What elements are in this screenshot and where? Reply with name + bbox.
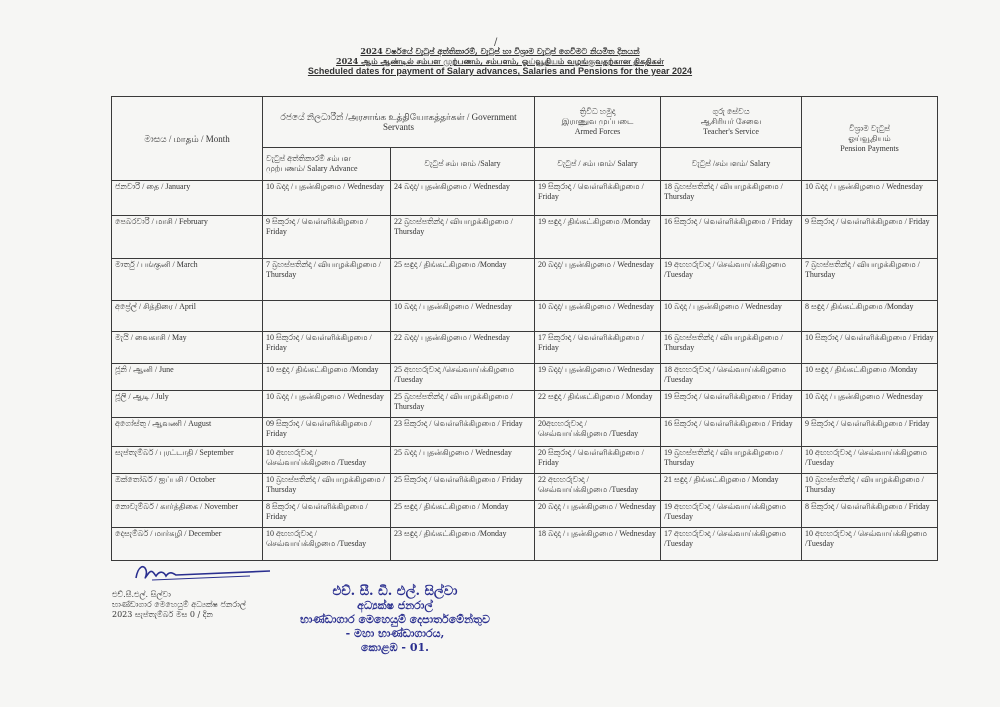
pension-date-cell: 10 බදාදා / புதன்கிழமை / Wednesday — [802, 181, 938, 216]
month-cell: නොවැම්බර් / கார்த்திகை / November — [112, 501, 263, 528]
teacher-date-cell: 19 සිකුරාදා / வெள்ளிக்கிழமை / Friday — [661, 391, 802, 418]
armed-date-cell: 20 බදාදා / புதன்கிழமை / Wednesday — [535, 501, 661, 528]
armed-date-cell: 20 සිකුරාදා / வெள்ளிக்கிழமை / Friday — [535, 447, 661, 474]
signature-date: 2023 සැප්තැම්බර් මස 0 / දින — [112, 610, 213, 619]
advance-date-cell — [263, 301, 391, 332]
armed-date-cell: 10 බදාදා/ புதன்கிழமை / Wednesday — [535, 301, 661, 332]
teacher-date-cell: 19 බ්‍රහස්පතින්දා / வியாழக்கிழமை / Thursday — [661, 447, 802, 474]
stamp-line-2: අධ්‍යක්ෂ ජනරාල් — [357, 599, 433, 612]
teacher-date-cell: 16 සිකුරාදා / வெள்ளிக்கிழமை / Friday — [661, 418, 802, 447]
pension-date-cell: 10 සිකුරාදා / வெள்ளிக்கிழமை / Friday — [802, 332, 938, 364]
pension-date-cell: 8 සිකුරාදා / வெள்ளிக்கிழமை / Friday — [802, 501, 938, 528]
stamp-line-5: කොළඹ - 01. — [361, 641, 429, 654]
header-government-servants: රජයේ නිලධාරීන් /அரசாங்க உத்தியோகத்தர்கள் / Government Servants — [263, 97, 535, 148]
table-row — [112, 474, 938, 501]
advance-date-cell: 9 සිකුරාදා / வெள்ளிக்கிழமை / Friday — [263, 216, 391, 259]
advance-date-cell: 10 බ්‍රහස්පතින්දා / வியாழக்கிழமை / Thursday — [263, 474, 391, 501]
header-armed-salary: වැටුප් / சம்பளம்/ Salary — [535, 148, 661, 181]
armed-date-cell: 19 සිකුරාදා / வெள்ளிக்கிழமை / Friday — [535, 181, 661, 216]
salary-date-cell: 25 බදාදා / புதன்கிழமை / Wednesday — [391, 447, 535, 474]
pension-date-cell: 10 සඳුදා / திங்கட்கிழமை /Monday — [802, 364, 938, 391]
month-cell: පෙබරවාරි / மாசி / February — [112, 216, 263, 259]
header-teacher-salary: වැටුප් /சம்பளம்/ Salary — [661, 148, 802, 181]
table-row — [112, 501, 938, 528]
table-row — [112, 528, 938, 561]
stamp-line-3: භාණ්ඩාගාර මෙහෙයුම් දෙපාර්තමේන්තුව — [300, 613, 490, 626]
salary-date-cell: 24 බදාදා/ புதன்கிழமை / Wednesday — [391, 181, 535, 216]
pension-date-cell: 7 බ්‍රහස්පතින්දා / வியாழக்கிழமை / Thursday — [802, 259, 938, 301]
month-cell: මාර්තු / பங்குனி / March — [112, 259, 263, 301]
pension-date-cell: 10 බ්‍රහස්පතින්දා / வியாழக்கிழமை / Thursday — [802, 474, 938, 501]
salary-date-cell: 25 බ්‍රහස්පතින්දා / வியாழக்கிழமை / Thursday — [391, 391, 535, 418]
teacher-date-cell: 19 අඟහරුවාදා / செவ்வாய்க்கிழமை /Tuesday — [661, 259, 802, 301]
month-cell: ජූලි / ஆடி / July — [112, 391, 263, 418]
armed-date-cell: 19 බදාදා/ புதன்கிழமை / Wednesday — [535, 364, 661, 391]
month-cell: මැයි / வைகாசி / May — [112, 332, 263, 364]
table-row — [112, 418, 938, 447]
month-cell: ඔක්තෝබර් / ஐப்பசி / October — [112, 474, 263, 501]
advance-date-cell: 10 අඟහරුවාදා / செவ்வாய்க்கிழமை /Tuesday — [263, 447, 391, 474]
teacher-date-cell: 18 බ්‍රහස්පතින්දා / வியாழக்கிழமை / Thursday — [661, 181, 802, 216]
schedule-rows — [112, 181, 938, 561]
salary-date-cell: 22 බදාදා/ புதன்கிழமை / Wednesday — [391, 332, 535, 364]
pension-date-cell: 10 බදාදා / புதன்கிழமை / Wednesday — [802, 391, 938, 418]
salary-date-cell: 25 සඳුදා / திங்கட்கிழமை /Monday — [391, 259, 535, 301]
table-row — [112, 364, 938, 391]
armed-date-cell: 22 අඟහරුවාදා / செவ்வாய்க்கிழமை /Tuesday — [535, 474, 661, 501]
salary-date-cell: 25 අඟහරුවාදා /செவ்வாய்க்கிழமை /Tuesday — [391, 364, 535, 391]
official-stamp — [260, 585, 530, 655]
top-mark: / — [494, 37, 498, 48]
teacher-date-cell: 17 අඟහරුවාදා / செவ்வாய்க்கிழமை /Tuesday — [661, 528, 802, 561]
month-cell: දෙසැම්බර් / மார்கழி / December — [112, 528, 263, 561]
header-month: මාසය / மாதம் / Month — [112, 97, 263, 181]
header-armed-forces: ත්‍රිවිධ හමුදා இராணுவ முப்படை Armed Forces — [535, 97, 661, 148]
teacher-date-cell: 16 සිකුරාදා / வெள்ளிக்கிழமை / Friday — [661, 216, 802, 259]
month-cell: ජූනි / ஆனி / June — [112, 364, 263, 391]
advance-date-cell: 09 සිකුරාදා / வெள்ளிக்கிழமை / Friday — [263, 418, 391, 447]
advance-date-cell: 10 බදාදා / புதன்கிழமை / Wednesday — [263, 181, 391, 216]
armed-date-cell: 19 සඳුදා / திங்கட்கிழமை /Monday — [535, 216, 661, 259]
pension-date-cell: 9 සිකුරාදා / வெள்ளிக்கிழமை / Friday — [802, 418, 938, 447]
advance-date-cell: 10 සඳුදා / திங்கட்கிழமை /Monday — [263, 364, 391, 391]
salary-date-cell: 25 සිකුරාදා / வெள்ளிக்கிழமை / Friday — [391, 474, 535, 501]
title-tamil: 2024 ஆம் ஆண்டில் சம்பள முற்பணம், சம்பளம், ஓய்வூதியம் வழங்குவதற்கான திகதிகள் — [336, 56, 664, 66]
signatory-title: භාණ්ඩාගාර මෙහෙයුම් අධ්‍යක්ෂ ජනරාල් — [112, 600, 246, 609]
header-pension-payments: විශ්‍රාම වැටුප් ஓய்வூதியம் Pension Payments — [802, 97, 938, 181]
salary-date-cell: 23 සඳුදා / திங்கட்கிழமை /Monday — [391, 528, 535, 561]
stamp-line-1: එච්. සී. ඩී. එල්. සිල්වා — [332, 584, 458, 599]
pension-date-cell: 9 සිකුරාදා / வெள்ளிக்கிழமை / Friday — [802, 216, 938, 259]
pension-date-cell: 10 අඟහරුවාදා / செவ்வாய்க்கிழமை /Tuesday — [802, 528, 938, 561]
advance-date-cell: 7 බ්‍රහස්පතින්දා / வியாழக்கிழமை / Thursday — [263, 259, 391, 301]
table-row — [112, 447, 938, 474]
month-cell: අප්‍රේල් / சித்திரை / April — [112, 301, 263, 332]
month-cell: අගෝස්තු / ஆவணி / August — [112, 418, 263, 447]
header-salary-advance: වැටුප් අත්තිකාරම් சம்பள முற்பணம்/ Salary Advance — [263, 148, 391, 181]
teacher-date-cell: 16 බ්‍රහස්පතින්දා / வியாழக்கிழமை / Thursday — [661, 332, 802, 364]
table-row — [112, 391, 938, 418]
teacher-date-cell: 10 බදාදා / புதன்கிழமை / Wednesday — [661, 301, 802, 332]
armed-date-cell: 20 බදාදා/ புதன்கிழமை / Wednesday — [535, 259, 661, 301]
table-row — [112, 181, 938, 216]
salary-date-cell: 23 සිකුරාදා / வெள்ளிக்கிழமை / Friday — [391, 418, 535, 447]
header-salary: වැටුප් சம்பளம் /Salary — [391, 148, 535, 181]
advance-date-cell: 10 සිකුරාදා / வெள்ளிக்கிழமை / Friday — [263, 332, 391, 364]
title-sinhala: 2024 වර්ෂයේ වැටුප් අත්තිකාරම්, වැටුප් හා විශ්‍රාම වැටුප් ගෙවීමට නියමිත දිනයන් — [360, 46, 640, 56]
armed-date-cell: 20අඟහරුවාදා / செவ்வாய்க்கிழமை /Tuesday — [535, 418, 661, 447]
payment-schedule-table — [111, 96, 938, 561]
salary-date-cell: 10 බදාදා / புதன்கிழமை / Wednesday — [391, 301, 535, 332]
teacher-date-cell: 18 අඟහරුවාදා / செவ்வாய்க்கிழமை /Tuesday — [661, 364, 802, 391]
advance-date-cell: 10 අඟහරුවාදා / செவ்வாய்க்கிழமை /Tuesday — [263, 528, 391, 561]
document-titles — [0, 46, 1000, 76]
table-row — [112, 216, 938, 259]
signatory-name: එච්.සී.එල්. සිල්වා — [112, 590, 171, 599]
salary-date-cell: 25 සඳුදා / திங்கட்கிழமை / Monday — [391, 501, 535, 528]
signature-scribble-icon — [130, 560, 280, 588]
month-cell: ජනවාරි / தை / January — [112, 181, 263, 216]
header-teachers-service: ගුරු සේවය ஆசிரியர் சேவை Teacher's Service — [661, 97, 802, 148]
stamp-line-4: - මහා භාණ්ඩාගාරය, — [345, 627, 445, 640]
table-row — [112, 259, 938, 301]
salary-date-cell: 22 බ්‍රහස්පතින්දා / வியாழக்கிழமை / Thursday — [391, 216, 535, 259]
table-row — [112, 332, 938, 364]
armed-date-cell: 17 සිකුරාදා / வெள்ளிக்கிழமை / Friday — [535, 332, 661, 364]
pension-date-cell: 8 සඳුදා / திங்கட்கிழமை /Monday — [802, 301, 938, 332]
table-row — [112, 301, 938, 332]
teacher-date-cell: 21 සඳුදා / திங்கட்கிழமை / Monday — [661, 474, 802, 501]
teacher-date-cell: 19 අඟහරුවාදා / செவ்வாய்க்கிழமை /Tuesday — [661, 501, 802, 528]
month-cell: සැප්තැම්බර් / புரட்டாதி / September — [112, 447, 263, 474]
advance-date-cell: 8 සිකුරාදා / வெள்ளிக்கிழமை / Friday — [263, 501, 391, 528]
advance-date-cell: 10 බදාදා / புதன்கிழமை / Wednesday — [263, 391, 391, 418]
title-english: Scheduled dates for payment of Salary advances, Salaries and Pensions for the year 2024 — [307, 66, 693, 76]
armed-date-cell: 22 සඳුදා / திங்கட்கிழமை / Monday — [535, 391, 661, 418]
armed-date-cell: 18 බදාදා / புதன்கிழமை / Wednesday — [535, 528, 661, 561]
pension-date-cell: 10 අඟහරුවාදා / செவ்வாய்க்கிழமை /Tuesday — [802, 447, 938, 474]
